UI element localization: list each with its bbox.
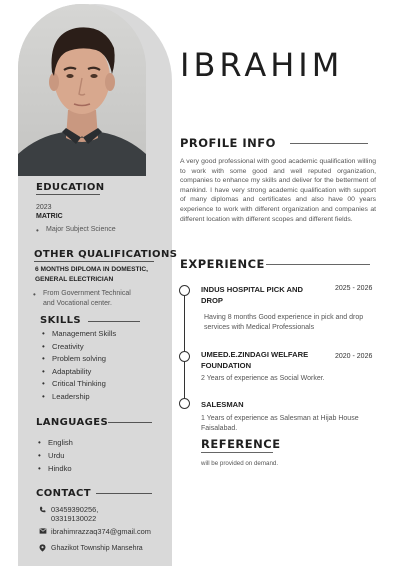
education-year: 2023 xyxy=(36,204,52,211)
portrait-image xyxy=(18,4,146,176)
profile-divider xyxy=(290,143,368,144)
language-item: • Hindko xyxy=(48,464,72,473)
skill-item: • Problem solving xyxy=(52,354,106,363)
language-item: • Urdu xyxy=(48,451,64,460)
experience-date: 2020 - 2026 xyxy=(335,353,373,360)
experience-heading: EXPERIENCE xyxy=(180,257,265,271)
timeline-node xyxy=(179,398,190,409)
skills-divider xyxy=(88,321,140,322)
diploma-source-line-1: • From Government Technical xyxy=(43,290,131,297)
other-qualifications-divider xyxy=(34,261,154,262)
language-item: • English xyxy=(48,438,73,447)
skill-item: • Creativity xyxy=(52,342,84,351)
diploma-line-2: GENERAL ELECTRICIAN xyxy=(35,276,114,283)
profile-photo xyxy=(18,4,146,176)
reference-heading: REFERENCE xyxy=(201,437,281,451)
experience-title: INDUS HOSPITAL PICK AND DROP xyxy=(201,285,303,305)
experience-title: UMEED.E.ZINDAGI WELFARE FOUNDATION xyxy=(201,350,309,370)
contact-divider xyxy=(96,493,152,494)
reference-divider xyxy=(201,452,273,453)
education-subject: • Major Subject Science xyxy=(46,226,116,233)
contact-phone-2: 03319130022 xyxy=(51,514,97,523)
education-heading: EDUCATION xyxy=(36,182,105,193)
other-qualifications-heading: OTHER QUALIFICATIONS xyxy=(34,249,178,260)
contact-address: Ghazikot Township Mansehra xyxy=(51,545,143,552)
reference-text: will be provided on demand. xyxy=(201,460,279,467)
education-degree: MATRIC xyxy=(36,213,63,220)
experience-divider xyxy=(266,264,370,265)
phone-icon xyxy=(39,506,46,513)
skills-heading: SKILLS xyxy=(40,315,82,326)
languages-heading: LANGUAGES xyxy=(36,417,109,428)
skill-item: • Adaptability xyxy=(52,367,91,376)
contact-heading: CONTACT xyxy=(36,488,91,499)
contact-email[interactable]: ibrahimrazzaq374@gmail.com xyxy=(51,527,151,536)
skill-item: • Critical Thinking xyxy=(52,379,106,388)
profile-heading: PROFILE INFO xyxy=(180,136,276,150)
timeline-node xyxy=(179,351,190,362)
experience-description: Having 8 months Good experience in pick and drop services with Medical Professionals xyxy=(204,314,364,331)
email-icon xyxy=(39,528,47,534)
location-pin-icon xyxy=(39,544,46,552)
experience-title: SALESMAN xyxy=(201,400,244,409)
candidate-name: IBRAHIM xyxy=(180,46,344,84)
diploma-line-1: 6 MONTHS DIPLOMA IN DOMESTIC, xyxy=(35,266,148,273)
experience-date: 2025 - 2026 xyxy=(335,285,373,292)
skill-item: • Leadership xyxy=(52,392,90,401)
timeline-node xyxy=(179,285,190,296)
experience-timeline xyxy=(184,290,185,405)
profile-text: A very good professional with good academic qualification willing to work with some good and well reputed organization, companies to enhance my skills and deliver for the betterment of mankind. I have very strong academic qualification with support of many diplomas and certificates and also have 00 years experience to work with different organization and companies at different location with different scopes and different fields. xyxy=(180,158,376,223)
experience-description: 2 Years of experience as Social Worker. xyxy=(201,375,325,382)
languages-divider xyxy=(108,422,152,423)
contact-phone-1: 03459390256, xyxy=(51,505,99,514)
skill-item: • Management Skills xyxy=(52,329,116,338)
experience-description: 1 Years of experience as Salesman at Hijab House Faisalabad. xyxy=(201,415,359,432)
education-divider xyxy=(36,194,100,195)
diploma-source-line-2: and Vocational center. xyxy=(43,300,112,307)
